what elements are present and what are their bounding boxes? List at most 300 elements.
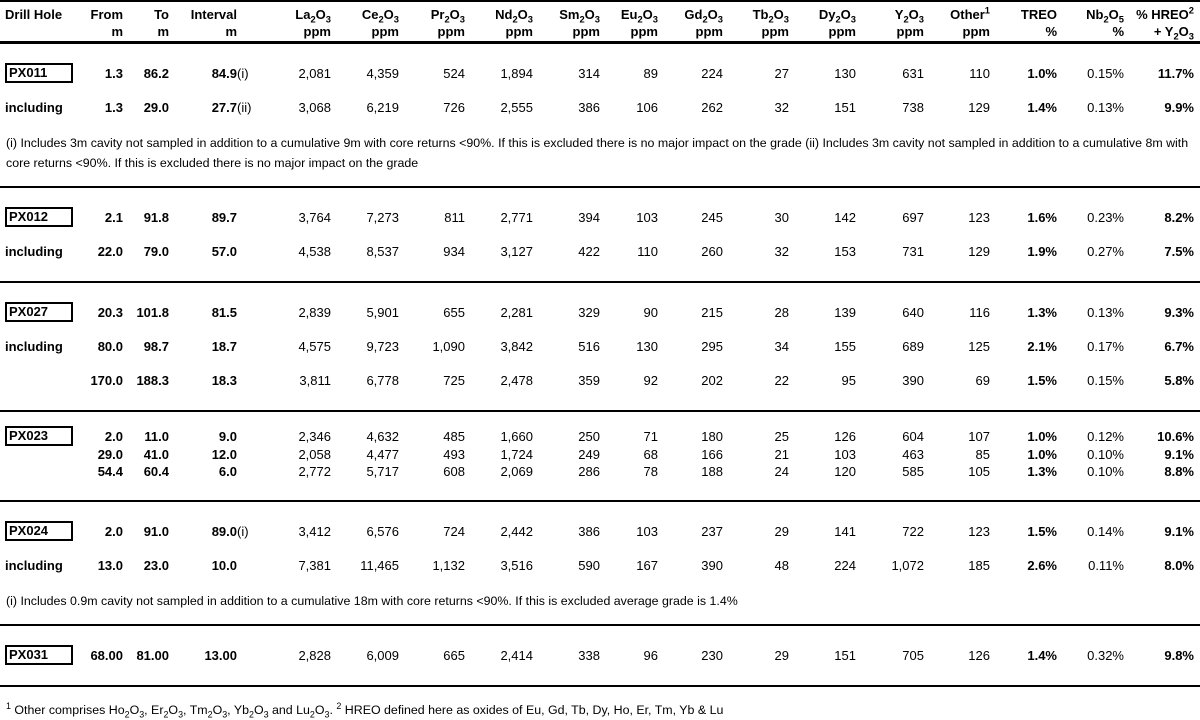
cell-y2o3: 705 [902, 647, 924, 663]
cell-note [237, 329, 269, 363]
cell-y2o3: 604 [902, 428, 924, 444]
cell-other: 69 [975, 372, 990, 388]
cell-nb2o5: 0.10% [1087, 464, 1124, 479]
cell-sm2o3: 286 [578, 464, 600, 479]
section-px023 [0, 412, 1200, 502]
cell-to: 29.0 [143, 99, 169, 115]
section-px031 [0, 626, 1200, 687]
cell-sm2o3: 329 [578, 304, 600, 320]
col-header-interval-unit: m [225, 24, 237, 39]
table-row [5, 446, 1194, 463]
cell-to: 188.3 [136, 372, 169, 388]
cell-interval: 81.5 [211, 304, 237, 320]
cell-tb2o3: 32 [774, 243, 789, 259]
cell-pr2o3: 726 [443, 99, 465, 115]
cell-eu2o3: 96 [643, 647, 658, 663]
cell-la2o3: 2,839 [298, 304, 331, 320]
cell-nb2o5: 0.10% [1087, 447, 1124, 462]
cell-interval: 84.9 [211, 65, 237, 81]
cell-la2o3: 3,412 [298, 523, 331, 539]
cell-interval: 57.0 [211, 243, 237, 259]
cell-eu2o3: 71 [643, 428, 658, 444]
cell-nb2o5: 0.13% [1087, 304, 1124, 320]
cell-nd2o3: 2,478 [500, 372, 533, 388]
cell-hreo-y2o3: 10.6% [1157, 428, 1194, 444]
cell-tb2o3: 32 [774, 99, 789, 115]
col-header-tb2o3: $Tb_2O_3$ [752, 7, 789, 25]
cell-from: 68.00 [90, 647, 123, 663]
cell-other: 123 [968, 523, 990, 539]
col-header-other: Other$^1$ [950, 5, 990, 22]
cell-ce2o3: 6,576 [366, 523, 399, 539]
cell-sm2o3: 359 [578, 372, 600, 388]
cell-eu2o3: 130 [636, 338, 658, 354]
col-header-interval: Interval [190, 7, 237, 22]
cell-gd2o3: 295 [701, 338, 723, 354]
cell-dy2o3: 155 [834, 338, 856, 354]
table-row [5, 548, 1194, 582]
section-table-px031 [5, 638, 1194, 672]
cell-nb2o5: 0.13% [1087, 99, 1124, 115]
cell-treo: 1.0% [1027, 428, 1057, 444]
cell-tb2o3: 24 [774, 464, 789, 479]
table-row [5, 463, 1194, 480]
cell-y2o3: 463 [902, 447, 924, 462]
cell-y2o3: 390 [902, 372, 924, 388]
cell-ce2o3: 8,537 [366, 243, 399, 259]
cell-sm2o3: 338 [578, 647, 600, 663]
col-header-sm2o3-unit: ppm [572, 24, 600, 39]
cell-drill-hole [5, 446, 75, 463]
cell-ce2o3: 5,901 [366, 304, 399, 320]
col-header-drill-hole: Drill Hole [5, 7, 63, 22]
cell-interval: 89.7 [211, 209, 237, 225]
cell-la2o3: 3,811 [299, 372, 331, 388]
cell-dy2o3: 224 [834, 557, 856, 573]
cell-la2o3: 2,772 [298, 464, 331, 479]
cell-la2o3: 4,575 [298, 338, 331, 354]
cell-treo: 1.6% [1027, 209, 1057, 225]
table-row [5, 200, 1194, 234]
cell-note [237, 548, 269, 582]
cell-interval: 18.7 [211, 338, 237, 354]
drill-hole-label: PX012 [5, 207, 73, 227]
cell-ce2o3: 4,359 [366, 65, 399, 81]
cell-other: 185 [968, 557, 990, 573]
cell-gd2o3: 215 [701, 304, 723, 320]
cell-drill-hole: including [5, 557, 63, 573]
cell-to: 86.2 [143, 65, 169, 81]
cell-drill-hole [5, 200, 75, 234]
cell-from: 29.0 [97, 447, 123, 462]
cell-y2o3: 697 [902, 209, 924, 225]
cell-nb2o5: 0.17% [1087, 338, 1124, 354]
cell-nd2o3: 2,414 [500, 647, 533, 663]
col-header-ce2o3-unit: ppm [371, 24, 399, 39]
cell-interval: 12.0 [211, 447, 237, 462]
cell-hreo-y2o3: 5.8% [1164, 372, 1194, 388]
cell-gd2o3: 224 [701, 65, 723, 81]
cell-other: 85 [975, 447, 990, 462]
cell-dy2o3: 103 [834, 447, 856, 462]
cell-from: 20.3 [97, 304, 123, 320]
cell-to: 41.0 [143, 447, 169, 462]
col-header-treo: TREO [1020, 7, 1057, 22]
cell-la2o3: 3,068 [298, 99, 331, 115]
cell-la2o3: 2,346 [298, 428, 331, 444]
table-footnotes: $^1$ Other comprises $Ho_2O_3$, $Er_2O_3$, $Tm_2O_3$, $Yb_2O_3$ and $Lu_2O_3$. $^2$ HREO defined here as oxides of Eu, Gd, Tb, Dy, Ho, Er, Tm, Yb & Lu [6, 700, 724, 720]
table-row [5, 426, 1194, 446]
cell-tb2o3: 28 [774, 304, 789, 320]
col-header-dy2o3-unit: ppm [828, 24, 856, 39]
cell-sm2o3: 314 [578, 65, 600, 81]
cell-gd2o3: 390 [701, 557, 723, 573]
cell-interval: 13.00 [204, 647, 237, 663]
cell-pr2o3: 811 [444, 209, 465, 225]
cell-hreo-y2o3: 6.7% [1164, 338, 1194, 354]
col-header-nb2o5-unit: % [1112, 24, 1124, 39]
cell-ce2o3: 4,477 [366, 447, 399, 462]
col-header-eu2o3: $Eu_2O_3$ [620, 7, 658, 25]
cell-from: 1.3 [104, 99, 123, 115]
cell-y2o3: 722 [902, 523, 924, 539]
cell-treo: 1.0% [1027, 447, 1057, 462]
col-header-to: To [154, 7, 169, 22]
cell-ce2o3: 6,219 [366, 99, 399, 115]
cell-ce2o3: 11,465 [360, 557, 399, 573]
cell-nd2o3: 3,127 [500, 243, 533, 259]
col-header-hreo-y2o3: % HREO$^2$ [1136, 5, 1194, 22]
cell-note [237, 446, 269, 463]
cell-pr2o3: 485 [443, 428, 465, 444]
col-header-note-unit [237, 22, 269, 39]
section-table-px024 [5, 514, 1194, 582]
cell-tb2o3: 21 [774, 447, 789, 462]
cell-sm2o3: 249 [578, 447, 600, 462]
cell-eu2o3: 89 [643, 65, 658, 81]
cell-dy2o3: 151 [834, 99, 856, 115]
cell-ce2o3: 5,717 [366, 464, 399, 479]
cell-ce2o3: 7,273 [366, 209, 399, 225]
cell-pr2o3: 655 [443, 304, 465, 320]
cell-pr2o3: 1,090 [432, 338, 465, 354]
cell-sm2o3: 394 [578, 209, 600, 225]
cell-y2o3: 631 [902, 65, 924, 81]
cell-dy2o3: 139 [834, 304, 856, 320]
cell-tb2o3: 34 [774, 338, 789, 354]
cell-treo: 1.5% [1027, 523, 1057, 539]
cell-eu2o3: 110 [637, 243, 658, 259]
cell-note [237, 363, 269, 397]
col-header-from: From [90, 7, 123, 22]
col-header-eu2o3-unit: ppm [630, 24, 658, 39]
cell-to: 98.7 [143, 338, 169, 354]
cell-drill-hole [5, 56, 75, 90]
cell-sm2o3: 590 [578, 557, 600, 573]
cell-nb2o5: 0.11% [1088, 557, 1124, 573]
cell-gd2o3: 202 [701, 372, 723, 388]
header-row-2 [5, 22, 1194, 39]
cell-to: 11.0 [144, 428, 169, 444]
cell-la2o3: 3,764 [298, 209, 331, 225]
cell-treo: 1.5% [1027, 372, 1057, 388]
section-table-px023 [5, 426, 1194, 480]
cell-ce2o3: 6,778 [366, 372, 399, 388]
cell-treo: 1.9% [1027, 243, 1057, 259]
table-header [5, 5, 1194, 42]
cell-gd2o3: 237 [701, 523, 723, 539]
cell-other: 110 [969, 65, 990, 81]
cell-drill-hole [5, 514, 75, 548]
cell-note [237, 638, 269, 672]
cell-pr2o3: 665 [443, 647, 465, 663]
cell-pr2o3: 934 [443, 243, 465, 259]
cell-note [237, 295, 269, 329]
header-row-1 [5, 5, 1194, 22]
cell-other: 129 [968, 243, 990, 259]
col-header-drill-hole-unit [5, 22, 75, 39]
cell-dy2o3: 95 [841, 372, 856, 388]
cell-interval: 10.0 [211, 557, 237, 573]
cell-y2o3: 731 [902, 243, 924, 259]
cell-from: 2.0 [104, 428, 123, 444]
cell-nb2o5: 0.15% [1087, 372, 1124, 388]
cell-ce2o3: 9,723 [366, 338, 399, 354]
cell-treo: 2.6% [1027, 557, 1057, 573]
cell-la2o3: 7,381 [298, 557, 331, 573]
cell-nd2o3: 2,555 [500, 99, 533, 115]
cell-other: 105 [968, 464, 990, 479]
cell-treo: 1.0% [1027, 65, 1057, 81]
cell-to: 91.8 [143, 209, 169, 225]
cell-pr2o3: 608 [443, 464, 465, 479]
col-header-pr2o3-unit: ppm [437, 24, 465, 39]
cell-nd2o3: 2,281 [500, 304, 533, 320]
cell-from: 2.1 [104, 209, 123, 225]
cell-drill-hole [5, 463, 75, 480]
col-header-gd2o3: $Gd_2O_3$ [684, 7, 723, 25]
col-header-la2o3: $La_2O_3$ [295, 7, 331, 25]
section-divider [0, 685, 1200, 687]
cell-pr2o3: 493 [443, 447, 465, 462]
cell-to: 79.0 [143, 243, 169, 259]
cell-pr2o3: 524 [443, 65, 465, 81]
col-header-y2o3: $Y_2O_3$ [894, 7, 924, 25]
cell-other: 123 [968, 209, 990, 225]
cell-y2o3: 585 [902, 464, 924, 479]
cell-nb2o5: 0.15% [1087, 65, 1124, 81]
cell-nb2o5: 0.32% [1087, 647, 1124, 663]
cell-other: 125 [968, 338, 990, 354]
cell-from: 170.0 [90, 372, 123, 388]
section-px011 [0, 44, 1200, 188]
cell-hreo-y2o3: 9.3% [1164, 304, 1194, 320]
cell-sm2o3: 422 [578, 243, 600, 259]
cell-treo: 1.3% [1027, 304, 1057, 320]
col-header-dy2o3: $Dy_2O_3$ [818, 7, 856, 25]
cell-treo: 1.3% [1027, 464, 1057, 479]
cell-tb2o3: 22 [774, 372, 789, 388]
section-px027 [0, 283, 1200, 412]
cell-interval: 89.0 [211, 523, 237, 539]
col-header-nd2o3: $Nd_2O_3$ [495, 7, 533, 25]
cell-dy2o3: 153 [834, 243, 856, 259]
cell-nd2o3: 3,842 [500, 338, 533, 354]
drill-hole-label: PX031 [5, 645, 73, 665]
cell-note [237, 200, 269, 234]
cell-drill-hole: including [5, 99, 63, 115]
cell-drill-hole [5, 363, 75, 397]
cell-other: 129 [968, 99, 990, 115]
cell-gd2o3: 180 [701, 428, 723, 444]
col-header-hreo-y2o3-unit: + $Y_2O_3$ [1153, 24, 1194, 42]
col-header-from-unit: m [111, 24, 123, 39]
col-header-to-unit: m [157, 24, 169, 39]
cell-from: 22.0 [97, 243, 123, 259]
cell-tb2o3: 25 [774, 428, 789, 444]
cell-dy2o3: 126 [834, 428, 856, 444]
cell-y2o3: 689 [902, 338, 924, 354]
cell-hreo-y2o3: 7.5% [1164, 243, 1194, 259]
cell-note [237, 234, 269, 268]
cell-nb2o5: 0.23% [1087, 209, 1124, 225]
cell-nb2o5: 0.12% [1087, 428, 1124, 444]
cell-nb2o5: 0.27% [1087, 243, 1124, 259]
col-header-gd2o3-unit: ppm [695, 24, 723, 39]
cell-la2o3: 2,058 [298, 447, 331, 462]
cell-treo: 1.4% [1027, 647, 1057, 663]
table-row [5, 234, 1194, 268]
cell-hreo-y2o3: 9.8% [1164, 647, 1194, 663]
col-header-treo-unit: % [1045, 24, 1057, 39]
cell-nd2o3: 2,069 [500, 464, 533, 479]
cell-eu2o3: 106 [636, 99, 658, 115]
cell-interval: 27.7 [211, 99, 237, 115]
cell-other: 126 [968, 647, 990, 663]
cell-to: 81.00 [136, 647, 169, 663]
cell-sm2o3: 386 [578, 523, 600, 539]
section-table-px011 [5, 56, 1194, 124]
cell-hreo-y2o3: 8.0% [1164, 557, 1194, 573]
cell-dy2o3: 120 [834, 464, 856, 479]
col-header-ce2o3: $Ce_2O_3$ [361, 7, 399, 25]
section-footnote: (i) Includes 0.9m cavity not sampled in addition to a cumulative 18m with core returns <90%. If this is excluded average grade is 1.4% [6, 594, 738, 608]
cell-pr2o3: 724 [443, 523, 465, 539]
section-px024 [0, 502, 1200, 626]
cell-hreo-y2o3: 8.8% [1164, 464, 1194, 479]
table-row [5, 514, 1194, 548]
cell-hreo-y2o3: 9.9% [1164, 99, 1194, 115]
cell-to: 101.8 [136, 304, 169, 320]
cell-nd2o3: 1,660 [500, 428, 533, 444]
cell-other: 116 [969, 304, 990, 320]
cell-tb2o3: 48 [774, 557, 789, 573]
cell-gd2o3: 230 [701, 647, 723, 663]
cell-interval: 18.3 [211, 372, 237, 388]
drill-hole-label: PX027 [5, 302, 73, 322]
cell-to: 23.0 [143, 557, 169, 573]
cell-other: 107 [968, 428, 990, 444]
cell-tb2o3: 30 [774, 209, 789, 225]
cell-nd2o3: 2,442 [500, 523, 533, 539]
cell-la2o3: 2,081 [298, 65, 331, 81]
cell-drill-hole [5, 426, 75, 446]
cell-nd2o3: 1,724 [500, 447, 533, 462]
col-header-pr2o3: $Pr_2O_3$ [430, 7, 465, 25]
table-row [5, 295, 1194, 329]
cell-nb2o5: 0.14% [1087, 523, 1124, 539]
cell-gd2o3: 262 [701, 99, 723, 115]
cell-eu2o3: 103 [636, 209, 658, 225]
cell-interval: 6.0 [218, 464, 237, 479]
col-header-nd2o3-unit: ppm [505, 24, 533, 39]
cell-pr2o3: 725 [443, 372, 465, 388]
cell-ce2o3: 4,632 [366, 428, 399, 444]
cell-note: (i) [237, 523, 249, 539]
cell-gd2o3: 260 [701, 243, 723, 259]
cell-gd2o3: 188 [701, 464, 723, 479]
cell-la2o3: 4,538 [298, 243, 331, 259]
cell-la2o3: 2,828 [298, 647, 331, 663]
cell-drill-hole [5, 295, 75, 329]
cell-from: 54.4 [97, 464, 123, 479]
cell-to: 91.0 [143, 523, 169, 539]
cell-hreo-y2o3: 9.1% [1164, 523, 1194, 539]
cell-dy2o3: 130 [834, 65, 856, 81]
table-row [5, 56, 1194, 90]
cell-tb2o3: 27 [774, 65, 789, 81]
cell-sm2o3: 516 [578, 338, 600, 354]
section-footnote: (i) Includes 3m cavity not sampled in addition to a cumulative 9m with core returns <90%. If this is excluded there is no major impact on the grade (ii) Includes 3m cavity not sampled in addition to a cumulative 8m with core returns <90%. If this is excluded there is no major impact on the grade [6, 136, 1189, 170]
cell-eu2o3: 78 [643, 464, 658, 479]
col-header-tb2o3-unit: ppm [761, 24, 789, 39]
cell-note: (ii) [237, 99, 252, 115]
table-top-border [0, 0, 1200, 2]
cell-drill-hole: including [5, 243, 63, 259]
cell-from: 2.0 [104, 523, 123, 539]
table-body [0, 44, 1200, 687]
cell-treo: 1.4% [1027, 99, 1057, 115]
table-row [5, 638, 1194, 672]
table-row [5, 329, 1194, 363]
cell-gd2o3: 245 [701, 209, 723, 225]
cell-to: 60.4 [143, 464, 169, 479]
cell-treo: 2.1% [1027, 338, 1057, 354]
cell-eu2o3: 92 [643, 372, 658, 388]
cell-note [237, 426, 269, 446]
cell-eu2o3: 103 [636, 523, 658, 539]
cell-nd2o3: 2,771 [500, 209, 533, 225]
cell-eu2o3: 68 [643, 447, 658, 462]
col-header-nb2o5: $Nb_2O_5$ [1086, 7, 1124, 25]
drill-hole-label: PX011 [5, 63, 73, 83]
cell-hreo-y2o3: 8.2% [1164, 209, 1194, 225]
cell-note: (i) [237, 65, 249, 81]
cell-tb2o3: 29 [774, 523, 789, 539]
cell-sm2o3: 250 [578, 428, 600, 444]
cell-y2o3: 1,072 [891, 557, 924, 573]
cell-note [237, 463, 269, 480]
cell-tb2o3: 29 [774, 647, 789, 663]
drill-hole-label: PX024 [5, 521, 73, 541]
drill-hole-label: PX023 [5, 426, 73, 446]
col-header-other-unit: ppm [962, 24, 990, 39]
cell-from: 13.0 [97, 557, 123, 573]
cell-hreo-y2o3: 11.7% [1157, 65, 1194, 81]
col-header-note [237, 5, 269, 22]
cell-eu2o3: 90 [643, 304, 658, 320]
cell-from: 80.0 [97, 338, 123, 354]
